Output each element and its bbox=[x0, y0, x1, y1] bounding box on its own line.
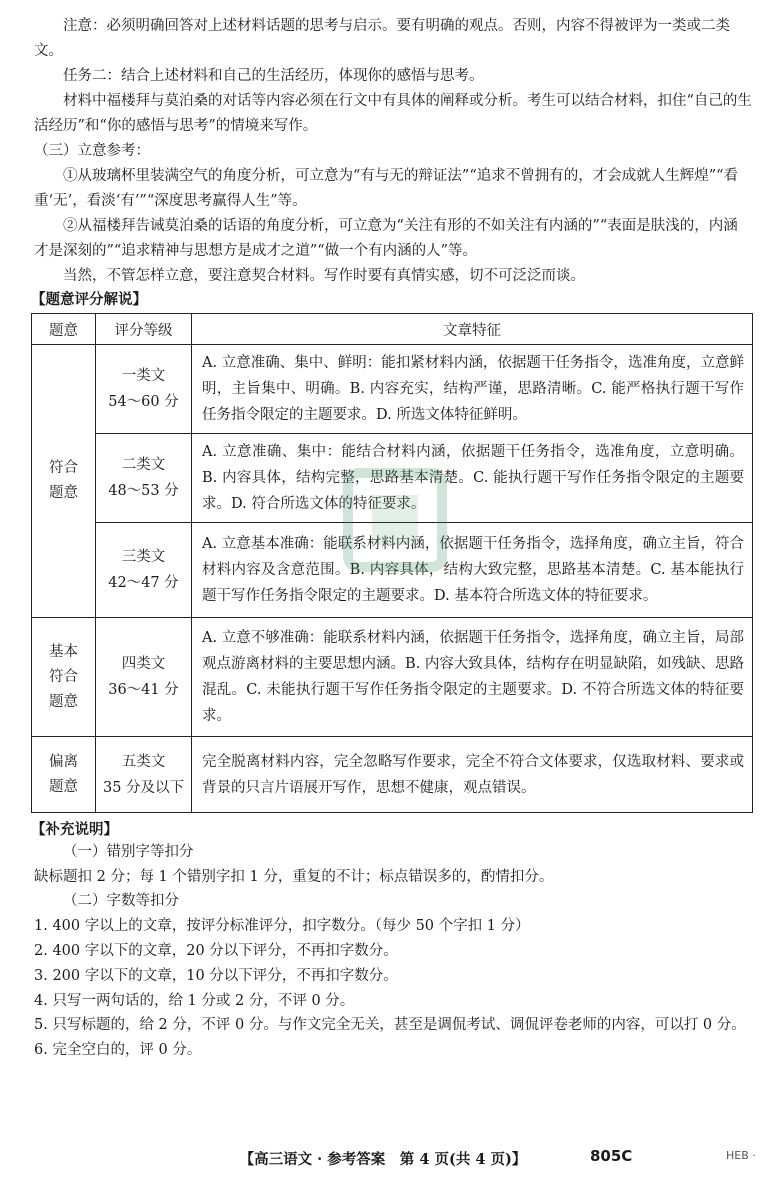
grade-name: 五类文 bbox=[121, 753, 166, 770]
header-category: 题意 bbox=[32, 314, 96, 345]
idea1-paragraph: ①从玻璃杯里装满空气的角度分析，可立意为“有与无的辩证法”“追求不曾拥有的，才会成就人生辉煌”“看重‘无’，看淡‘有’”“深度思考赢得人生”等。 bbox=[34, 168, 739, 209]
list-item: 3. 200 字以下的文章，10 分以下评分，不再扣字数分。 bbox=[34, 968, 398, 984]
note-paragraph: 注意：必须明确回答对上述材料话题的思考与启示。要有明确的观点。否则，内容不得被评为一类或二类文。 bbox=[34, 18, 730, 59]
grade-score: 42～47 分 bbox=[108, 575, 179, 591]
grade-description: A. 立意准确、集中：能结合材料内涵，依据题干任务指令，选准角度，立意明确。B. 内容具体，结构完整，思路基本清楚。C. 能执行题干写作任务指令限定的主题要求。D. 符合所选文体的特征要求。 bbox=[192, 434, 753, 523]
grade-score: 54～60 分 bbox=[108, 394, 179, 410]
grade-name: 三类文 bbox=[121, 549, 166, 565]
closing-paragraph: 当然，不管怎样立意，要注意契合材料。写作时要有真情实感，切不可泛泛而谈。 bbox=[63, 268, 585, 284]
supplement-sub1-title: （一）错别字等扣分 bbox=[63, 844, 194, 860]
rubric-header-row bbox=[32, 314, 753, 345]
grade-description: A. 立意不够准确：能联系材料内涵，依据题干任务指令，选择角度，确立主旨，局部观点游离材料的主要思想内涵。B. 内容大致具体，结构存在明显缺陷，如残缺、思路混乱。C. 未能执行题干写作任务指令限定的主题要求。D. 不符合所选文体的特征要求。 bbox=[192, 618, 753, 737]
grade-description: A. 立意基本准确：能联系材料内涵，依据题干任务指令，选择角度，确立主旨，符合材料内容及含意范围。B. 内容具体，结构大致完整，思路基本清楚。C. 基本能执行题干写作任务指令限定的主题要求。D. 基本符合所选文体的特征要求。 bbox=[192, 523, 753, 618]
category-line: 符合 bbox=[49, 668, 78, 685]
paper-code-suffix: HEB · bbox=[726, 1149, 756, 1162]
list-item: 6. 完全空白的，评 0 分。 bbox=[34, 1042, 202, 1058]
category-cell bbox=[32, 618, 96, 737]
grade-score: 36～41 分 bbox=[108, 682, 179, 698]
category-cell bbox=[32, 737, 96, 813]
grade-name: 二类文 bbox=[121, 457, 166, 473]
grade-name: 一类文 bbox=[121, 368, 166, 384]
task2-paragraph: 任务二：结合上述材料和自己的生活经历，体现你的感悟与思考。 bbox=[63, 68, 484, 84]
table-row bbox=[32, 618, 753, 737]
table-row bbox=[32, 737, 753, 813]
list-item: 1. 400 字以上的文章，按评分标准评分，扣字数分。（每少 50 个字扣 1 分） bbox=[34, 918, 530, 934]
supplement-title: 【补充说明】 bbox=[31, 821, 118, 838]
rubric-title: 【题意评分解说】 bbox=[31, 291, 147, 308]
page-footer: 【高三语文 · 参考答案 第 4 页(共 4 页)】 bbox=[239, 1151, 527, 1168]
grade-cell bbox=[96, 737, 192, 813]
list-item: 2. 400 字以下的文章，20 分以下评分，不再扣字数分。 bbox=[34, 943, 398, 959]
section3-title: （三）立意参考： bbox=[34, 143, 150, 159]
category-line: 题意 bbox=[49, 485, 78, 501]
idea2-paragraph: ②从福楼拜告诫莫泊桑的话语的角度分析，可立意为“关注有形的不如关注有内涵的”“表面是肤浅的，内涵才是深刻的”“追求精神与思想方是成才之道”“做一个有内涵的人”等。 bbox=[34, 218, 738, 259]
category-cell bbox=[32, 345, 96, 618]
category-line: 题意 bbox=[49, 778, 78, 795]
watermark-logo-icon bbox=[340, 465, 450, 575]
supplement-sub1-text: 缺标题扣 2 分；每 1 个错别字扣 1 分，重复的不计；标点错误多的，酌情扣分。 bbox=[34, 869, 554, 885]
grade-description: 完全脱离材料内容，完全忽略写作要求，完全不符合文体要求，仅选取材料、要求或背景的只言片语展开写作，思想不健康，观点错误。 bbox=[192, 737, 753, 813]
grade-score: 48～53 分 bbox=[108, 483, 179, 499]
supplement-sub2-title: （二）字数等扣分 bbox=[63, 893, 179, 909]
grade-cell bbox=[96, 345, 192, 434]
category-line: 偏离 bbox=[49, 753, 78, 770]
grade-cell bbox=[96, 523, 192, 618]
header-features: 文章特征 bbox=[192, 314, 753, 345]
table-row bbox=[32, 345, 753, 434]
category-line: 符合 bbox=[49, 460, 78, 476]
grade-name: 四类文 bbox=[121, 656, 166, 672]
list-item: 4. 只写一两句话的，给 1 分或 2 分，不评 0 分。 bbox=[34, 993, 355, 1009]
grade-cell bbox=[96, 618, 192, 737]
paper-code: 805C bbox=[590, 1147, 633, 1165]
list-item: 5. 只写标题的，给 2 分，不评 0 分。与作文完全无关，甚至是调侃考试、调侃评卷老师的内容，可以打 0 分。 bbox=[34, 1017, 746, 1033]
grade-score: 35 分及以下 bbox=[102, 779, 185, 796]
grade-cell bbox=[96, 434, 192, 523]
category-line: 基本 bbox=[49, 643, 78, 660]
category-line: 题意 bbox=[49, 693, 78, 710]
grade-description: A. 立意准确、集中、鲜明：能扣紧材料内涵，依据题干任务指令，选准角度，立意鲜明，主旨集中、明确。B. 内容充实，结构严谨，思路清晰。C. 能严格执行题干写作任务指令限定的主题要求。D. 所选文体特征鲜明。 bbox=[192, 345, 753, 434]
header-grade: 评分等级 bbox=[96, 314, 192, 345]
task2-detail-paragraph: 材料中福楼拜与莫泊桑的对话等内容必须在行文中有具体的阐释或分析。考生可以结合材料，扣住“自己的生活经历”和“你的感悟与思考”的情境来写作。 bbox=[34, 93, 752, 134]
